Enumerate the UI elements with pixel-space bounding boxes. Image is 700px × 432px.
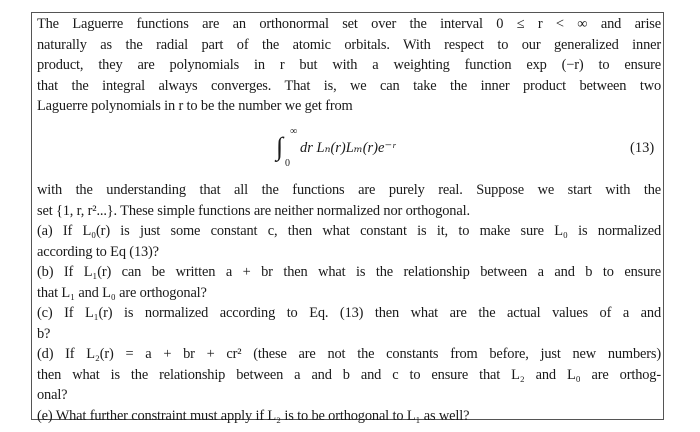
text-line: naturally as the radial part of the atomic orbitals. With respect to our generalized inner — [37, 36, 661, 53]
equation-number: (13) — [630, 140, 655, 156]
integral-equation — [276, 126, 396, 169]
question-a-line: according to Eq (13)? — [37, 243, 159, 260]
question-d-line: onal? — [37, 387, 68, 403]
questions-paragraph — [37, 180, 661, 426]
intro-paragraph — [37, 14, 661, 117]
question-d-line: then what is the relationship between a and b and c to ensure that L₂ and L₀ are orthog- — [37, 366, 661, 383]
text-line: with the understanding that all the functions are purely real. Suppose we start with the — [37, 182, 661, 198]
text-line: product, they are polynomials in r but with a weighting function exp (−r) to ensure — [37, 57, 661, 73]
text-line: set {1, r, r²...}. These simple functions are neither normalized nor orthogonal. — [37, 202, 470, 219]
question-a-line: (a) If L₀(r) is just some constant c, then what constant is it, to make sure L₀ is normalized — [37, 223, 661, 239]
text-line: that the integral always converges. That is, we can take the inner product between two — [37, 77, 661, 94]
lower-limit: 0 — [285, 158, 290, 169]
text-line: The Laguerre functions are an orthonormal set over the interval 0 ≤ r < ∞ and arise — [37, 16, 661, 32]
text-line: Laguerre polynomials in r to be the number we get from — [37, 98, 353, 114]
question-e-line: (e) What further constraint must apply if L₂ is to be orthogonal to L₁ as well? — [37, 407, 470, 424]
question-d-line: (d) If L₂(r) = a + br + cr² (these are not the constants from before, just new numbers) — [37, 346, 661, 362]
question-c-line: (c) If L₁(r) is normalized according to Eq. (13) then what are the actual values of a and — [37, 305, 661, 321]
question-c-line: b? — [37, 325, 51, 342]
question-b-line: (b) If L₁(r) can be written a + br then what is the relationship between a and b to ensure — [37, 264, 661, 280]
integrand: dr Lₙ(r)Lₘ(r)e⁻ʳ — [300, 140, 396, 156]
question-b-line: that L₁ and L₀ are orthogonal? — [37, 284, 207, 301]
integral-sign: ∫ — [276, 132, 284, 161]
upper-limit: ∞ — [290, 126, 298, 137]
